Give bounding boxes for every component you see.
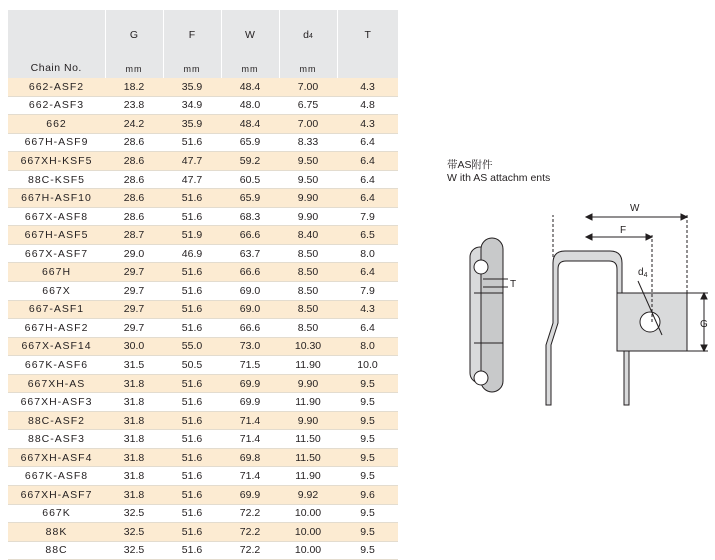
spec-table-body — [8, 78, 398, 560]
cell-f: 51.6 — [163, 282, 221, 301]
cell-t: 4.8 — [337, 96, 398, 115]
cell-g: 29.7 — [105, 282, 163, 301]
table-row — [8, 96, 398, 115]
cell-g: 31.8 — [105, 430, 163, 449]
cell-t: 6.4 — [337, 152, 398, 171]
table-row — [8, 226, 398, 245]
cell-d4: 8.50 — [279, 319, 337, 338]
cell-chain-no: 667-ASF1 — [8, 300, 105, 319]
cell-w: 60.5 — [221, 170, 279, 189]
attachment-diagram — [440, 195, 710, 410]
cell-t: 4.3 — [337, 115, 398, 134]
cell-f: 50.5 — [163, 356, 221, 375]
cell-d4: 11.90 — [279, 393, 337, 412]
cell-t: 6.4 — [337, 133, 398, 152]
cell-w: 69.9 — [221, 393, 279, 412]
cell-g: 31.8 — [105, 393, 163, 412]
table-row — [8, 448, 398, 467]
cell-f: 51.6 — [163, 393, 221, 412]
cell-g: 28.6 — [105, 133, 163, 152]
cell-f: 51.6 — [163, 411, 221, 430]
cell-w: 48.4 — [221, 78, 279, 96]
table-row — [8, 78, 398, 96]
cell-w: 71.4 — [221, 430, 279, 449]
cell-chain-no: 667X — [8, 282, 105, 301]
cell-g: 32.5 — [105, 504, 163, 523]
cell-chain-no: 662-ASF2 — [8, 78, 105, 96]
cell-w: 69.9 — [221, 374, 279, 393]
label-t: T — [510, 279, 517, 290]
cell-f: 51.6 — [163, 541, 221, 560]
cell-d4: 6.75 — [279, 96, 337, 115]
cell-f: 34.9 — [163, 96, 221, 115]
table-row — [8, 393, 398, 412]
cell-g: 29.7 — [105, 263, 163, 282]
cell-g: 18.2 — [105, 78, 163, 96]
cell-w: 66.6 — [221, 319, 279, 338]
w-dimension — [586, 214, 687, 220]
cell-w: 71.4 — [221, 467, 279, 486]
cell-g: 24.2 — [105, 115, 163, 134]
cell-d4: 9.90 — [279, 189, 337, 208]
header-g: G — [105, 10, 163, 60]
cell-d4: 11.50 — [279, 448, 337, 467]
cell-chain-no: 667H-ASF10 — [8, 189, 105, 208]
cell-w: 66.6 — [221, 263, 279, 282]
cell-w: 72.2 — [221, 523, 279, 542]
label-f: F — [620, 225, 627, 236]
cell-t: 4.3 — [337, 300, 398, 319]
cell-d4: 9.50 — [279, 170, 337, 189]
cell-t: 9.5 — [337, 523, 398, 542]
table-row — [8, 263, 398, 282]
cell-t: 9.6 — [337, 486, 398, 505]
cell-chain-no: 667XH-ASF3 — [8, 393, 105, 412]
header-w: W — [221, 10, 279, 60]
cell-d4: 9.92 — [279, 486, 337, 505]
cell-w: 72.2 — [221, 541, 279, 560]
label-d4: $d_4$ — [638, 267, 648, 279]
cell-t: 8.0 — [337, 337, 398, 356]
cell-f: 51.6 — [163, 430, 221, 449]
cell-t: 9.5 — [337, 393, 398, 412]
cell-f: 35.9 — [163, 115, 221, 134]
cell-g: 32.5 — [105, 541, 163, 560]
cell-t: 6.4 — [337, 189, 398, 208]
cell-w: 68.3 — [221, 207, 279, 226]
caption-english: W ith AS attachm ents — [447, 172, 551, 184]
cell-t: 9.5 — [337, 504, 398, 523]
cell-chain-no: 667K-ASF8 — [8, 467, 105, 486]
cell-d4: 8.50 — [279, 244, 337, 263]
cell-g: 28.6 — [105, 170, 163, 189]
cell-t: 8.0 — [337, 244, 398, 263]
table-row — [8, 152, 398, 171]
cell-f: 51.6 — [163, 523, 221, 542]
cell-chain-no: 88C — [8, 541, 105, 560]
cell-chain-no: 88K — [8, 523, 105, 542]
cell-d4: 10.00 — [279, 504, 337, 523]
spec-table — [8, 10, 398, 560]
cell-f: 51.6 — [163, 504, 221, 523]
cell-g: 31.8 — [105, 411, 163, 430]
cell-chain-no: 662 — [8, 115, 105, 134]
f-dimension — [586, 234, 652, 240]
header-t: T — [337, 10, 398, 60]
cell-t: 4.3 — [337, 78, 398, 96]
table-row — [8, 467, 398, 486]
table-row — [8, 207, 398, 226]
table-row — [8, 300, 398, 319]
table-row — [8, 115, 398, 134]
label-g: G — [700, 319, 708, 330]
table-row — [8, 244, 398, 263]
cell-d4: 11.90 — [279, 467, 337, 486]
unit-f: mm — [163, 60, 221, 78]
cell-f: 51.6 — [163, 319, 221, 338]
cell-chain-no: 88C-ASF2 — [8, 411, 105, 430]
cell-w: 69.0 — [221, 300, 279, 319]
cell-d4: 9.50 — [279, 152, 337, 171]
cell-t: 7.9 — [337, 207, 398, 226]
cell-t: 9.5 — [337, 374, 398, 393]
table-row — [8, 189, 398, 208]
table-row — [8, 282, 398, 301]
table-row — [8, 319, 398, 338]
cell-f: 51.6 — [163, 133, 221, 152]
cell-t: 6.5 — [337, 226, 398, 245]
table-row — [8, 356, 398, 375]
cell-w: 69.9 — [221, 486, 279, 505]
cell-w: 48.4 — [221, 115, 279, 134]
cell-w: 63.7 — [221, 244, 279, 263]
cell-g: 29.7 — [105, 319, 163, 338]
cell-f: 47.7 — [163, 170, 221, 189]
cell-t: 9.5 — [337, 467, 398, 486]
cell-g: 28.6 — [105, 207, 163, 226]
cell-d4: 10.30 — [279, 337, 337, 356]
cell-f: 35.9 — [163, 78, 221, 96]
cell-chain-no: 667XH-KSF5 — [8, 152, 105, 171]
cell-w: 71.4 — [221, 411, 279, 430]
cell-d4: 10.00 — [279, 541, 337, 560]
cell-t: 10.0 — [337, 356, 398, 375]
table-row — [8, 133, 398, 152]
cell-chain-no: 667XH-ASF4 — [8, 448, 105, 467]
cell-d4: 7.00 — [279, 78, 337, 96]
cell-g: 29.7 — [105, 300, 163, 319]
side-link-plate — [470, 238, 503, 392]
cell-t: 6.4 — [337, 170, 398, 189]
cell-d4: 11.50 — [279, 430, 337, 449]
unit-w: mm — [221, 60, 279, 78]
caption-chinese: 带AS附件 — [447, 159, 493, 171]
cell-d4: 9.90 — [279, 374, 337, 393]
header-f: F — [163, 10, 221, 60]
cell-w: 59.2 — [221, 152, 279, 171]
cell-t: 9.5 — [337, 411, 398, 430]
cell-f: 51.6 — [163, 467, 221, 486]
table-row — [8, 411, 398, 430]
cell-d4: 8.50 — [279, 300, 337, 319]
cell-f: 51.6 — [163, 486, 221, 505]
cell-chain-no: 667XH-ASF7 — [8, 486, 105, 505]
table-row — [8, 374, 398, 393]
cell-g: 30.0 — [105, 337, 163, 356]
cell-chain-no: 667K — [8, 504, 105, 523]
cell-d4: 8.33 — [279, 133, 337, 152]
cell-g: 29.0 — [105, 244, 163, 263]
cell-g: 31.8 — [105, 448, 163, 467]
cell-d4: 9.90 — [279, 411, 337, 430]
label-w: W — [630, 203, 640, 214]
cell-g: 28.6 — [105, 152, 163, 171]
table-row — [8, 337, 398, 356]
cell-g: 32.5 — [105, 523, 163, 542]
table-row — [8, 430, 398, 449]
cell-f: 51.6 — [163, 189, 221, 208]
cell-f: 47.7 — [163, 152, 221, 171]
table-row — [8, 541, 398, 560]
unit-t — [337, 60, 398, 78]
cell-chain-no: 88C-ASF3 — [8, 430, 105, 449]
cell-g: 31.8 — [105, 486, 163, 505]
cell-chain-no: 662-ASF3 — [8, 96, 105, 115]
cell-g: 28.7 — [105, 226, 163, 245]
cell-w: 73.0 — [221, 337, 279, 356]
cell-g: 31.5 — [105, 356, 163, 375]
cell-w: 69.8 — [221, 448, 279, 467]
table-row — [8, 170, 398, 189]
cell-chain-no: 667H-ASF9 — [8, 133, 105, 152]
cell-w: 72.2 — [221, 504, 279, 523]
cell-w: 69.0 — [221, 282, 279, 301]
cell-f: 55.0 — [163, 337, 221, 356]
cell-f: 46.9 — [163, 244, 221, 263]
cell-g: 23.8 — [105, 96, 163, 115]
cell-chain-no: 667XH-AS — [8, 374, 105, 393]
header-chain-no: Chain No. — [8, 10, 105, 78]
cell-d4: 7.00 — [279, 115, 337, 134]
unit-g: mm — [105, 60, 163, 78]
cell-chain-no: 667H-ASF5 — [8, 226, 105, 245]
cell-d4: 8.50 — [279, 282, 337, 301]
cell-w: 48.0 — [221, 96, 279, 115]
cell-chain-no: 667X-ASF14 — [8, 337, 105, 356]
cell-t: 6.4 — [337, 263, 398, 282]
header-d4: d4 — [279, 10, 337, 60]
cell-d4: 11.90 — [279, 356, 337, 375]
cell-chain-no: 667H-ASF2 — [8, 319, 105, 338]
cell-f: 51.9 — [163, 226, 221, 245]
cell-w: 66.6 — [221, 226, 279, 245]
cell-d4: 8.50 — [279, 263, 337, 282]
cell-w: 65.9 — [221, 189, 279, 208]
cell-g: 28.6 — [105, 189, 163, 208]
cell-f: 51.6 — [163, 448, 221, 467]
cell-t: 9.5 — [337, 541, 398, 560]
cell-w: 65.9 — [221, 133, 279, 152]
cell-f: 51.6 — [163, 207, 221, 226]
cell-g: 31.8 — [105, 467, 163, 486]
cell-t: 7.9 — [337, 282, 398, 301]
bent-attachment — [546, 215, 687, 405]
cell-f: 51.6 — [163, 300, 221, 319]
cell-chain-no: 667X-ASF7 — [8, 244, 105, 263]
cell-f: 51.6 — [163, 263, 221, 282]
cell-w: 71.5 — [221, 356, 279, 375]
cell-d4: 8.40 — [279, 226, 337, 245]
cell-chain-no: 667X-ASF8 — [8, 207, 105, 226]
cell-d4: 10.00 — [279, 523, 337, 542]
cell-f: 51.6 — [163, 374, 221, 393]
cell-chain-no: 667K-ASF6 — [8, 356, 105, 375]
cell-g: 31.8 — [105, 374, 163, 393]
unit-d4: mm — [279, 60, 337, 78]
table-row — [8, 486, 398, 505]
cell-t: 9.5 — [337, 430, 398, 449]
table-row — [8, 504, 398, 523]
table-row — [8, 523, 398, 542]
cell-chain-no: 667H — [8, 263, 105, 282]
cell-t: 6.4 — [337, 319, 398, 338]
cell-chain-no: 88C-KSF5 — [8, 170, 105, 189]
cell-t: 9.5 — [337, 448, 398, 467]
cell-d4: 9.90 — [279, 207, 337, 226]
